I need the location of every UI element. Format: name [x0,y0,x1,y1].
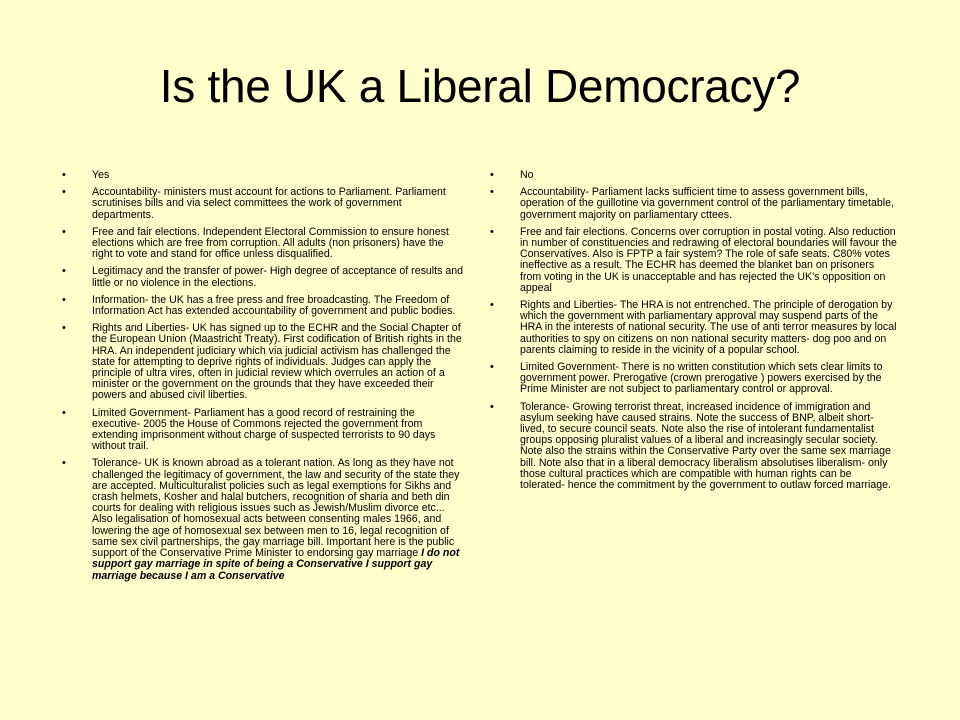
yes-heading: • Yes [62,170,464,181]
yes-tolerance [62,458,464,581]
yes-information: • Information- the UK has a free press and free broadcasting. The Freedom of Information Act has extended accountability of government and public bodies. [62,295,464,317]
yes-legitimacy: • Legitimacy and the transfer of power- High degree of acceptance of results and little or no violence in the elections. [62,266,464,288]
yes-tolerance-text: Tolerance- UK is known abroad as a tolerant nation. As long as they have not challenged the legitimacy of government, the law and security of the state they are accepted. Multiculturalist policies such as legal exemptions for Sikhs and crash helmets, Kosher and halal butchers, recognition of sharia and beth din courts for dealing with religious issues such as Jewish/Muslim divorce etc... Also legalisation of homosexual acts between consenting males 1966, and lowering the age of homosexual sex between men to 16, legal recognition of same sex civil partnerships, the gay marriage bill. Important here is the public support of the Conservative Prime Minister to endorsing gay marriage [92,457,460,560]
no-limited-government: • Limited Government- There is no written constitution which sets clear limits to government power. Prerogative (crown prerogative ) powers exercised by the Prime Minister are not subject to parliamentary control or approval. [490,362,898,396]
yes-column [62,170,464,588]
no-heading: • No [490,170,898,181]
yes-free-fair-elections: • Free and fair elections. Independent Electoral Commission to ensure honest elections which are free from corruption. All adults (non prisoners) have the right to vote and stand for office unless disqualified. [62,227,464,261]
yes-rights-liberties: • Rights and Liberties- UK has signed up to the ECHR and the Social Chapter of the European Union (Maastricht Treaty). First codification of British rights in the HRA. An independent judiciary which via judicial activism has challenged the state for attempting to deprive rights of individuals. Judges can apply the principle of ultra vires, often in judicial review which overrules an action of a minister or the government on the grounds that they have exceeded their powers and abused civil liberties. [62,323,464,401]
no-accountability: • Accountability- Parliament lacks sufficient time to assess government bills, operation of the guillotine via government control of the parliamentary timetable, government majority on parliamentary cttees. [490,187,898,221]
no-tolerance: • Tolerance- Growing terrorist threat, increased incidence of immigration and asylum seeking have caused strains. Note the success of BNP, albeit short-lived, to secure council seats. Note also the rise of intolerant fundamentalist groups opposing pluralist values of a liberal and increasingly secular society. Note also the strains within the Conservative Party over the same sex marriage bill. Note also that in a liberal democracy liberalism absolutises liberalism- only those cultural practices which are compatible with human rights can be tolerated- hence the commitment by the government to outlaw forced marriage. [490,402,898,492]
yes-accountability: • Accountability- ministers must account for actions to Parliament. Parliament scrutinises bills and via select committees the work of government departments. [62,187,464,221]
no-free-fair-elections: • Free and fair elections. Concerns over corruption in postal voting. Also reduction in number of constituencies and redrawing of electoral boundaries will favour the Conservatives. Also is FPTP a fair system? The role of safe seats. C80% votes ineffective as a result. The ECHR has deemed the blanket ban on prisoners from voting in the UK is unacceptable and has rejected the UK's opposition on appeal [490,227,898,294]
no-column [490,170,898,497]
slide-title: Is the UK a Liberal Democracy? [159,60,801,112]
yes-limited-government: • Limited Government- Parliament has a good record of restraining the executive- 2005 the House of Commons rejected the government from extending imprisonment without charge of suspected terrorists to 90 days without trail. [62,408,464,453]
no-rights-liberties: • Rights and Liberties- The HRA is not entrenched. The principle of derogation by which the government with parliamentary approval may suspend parts of the HRA in the interests of national security. The use of anti terror measures by local authorities to spy on citizens on non national security matters- dog poo and on parents claiming to reside in the vicinity of a popular school. [490,300,898,356]
yes-tolerance-quote: I do not support gay marriage in spite of being a Conservative I support gay marriage because I am a Conservative [92,547,460,582]
